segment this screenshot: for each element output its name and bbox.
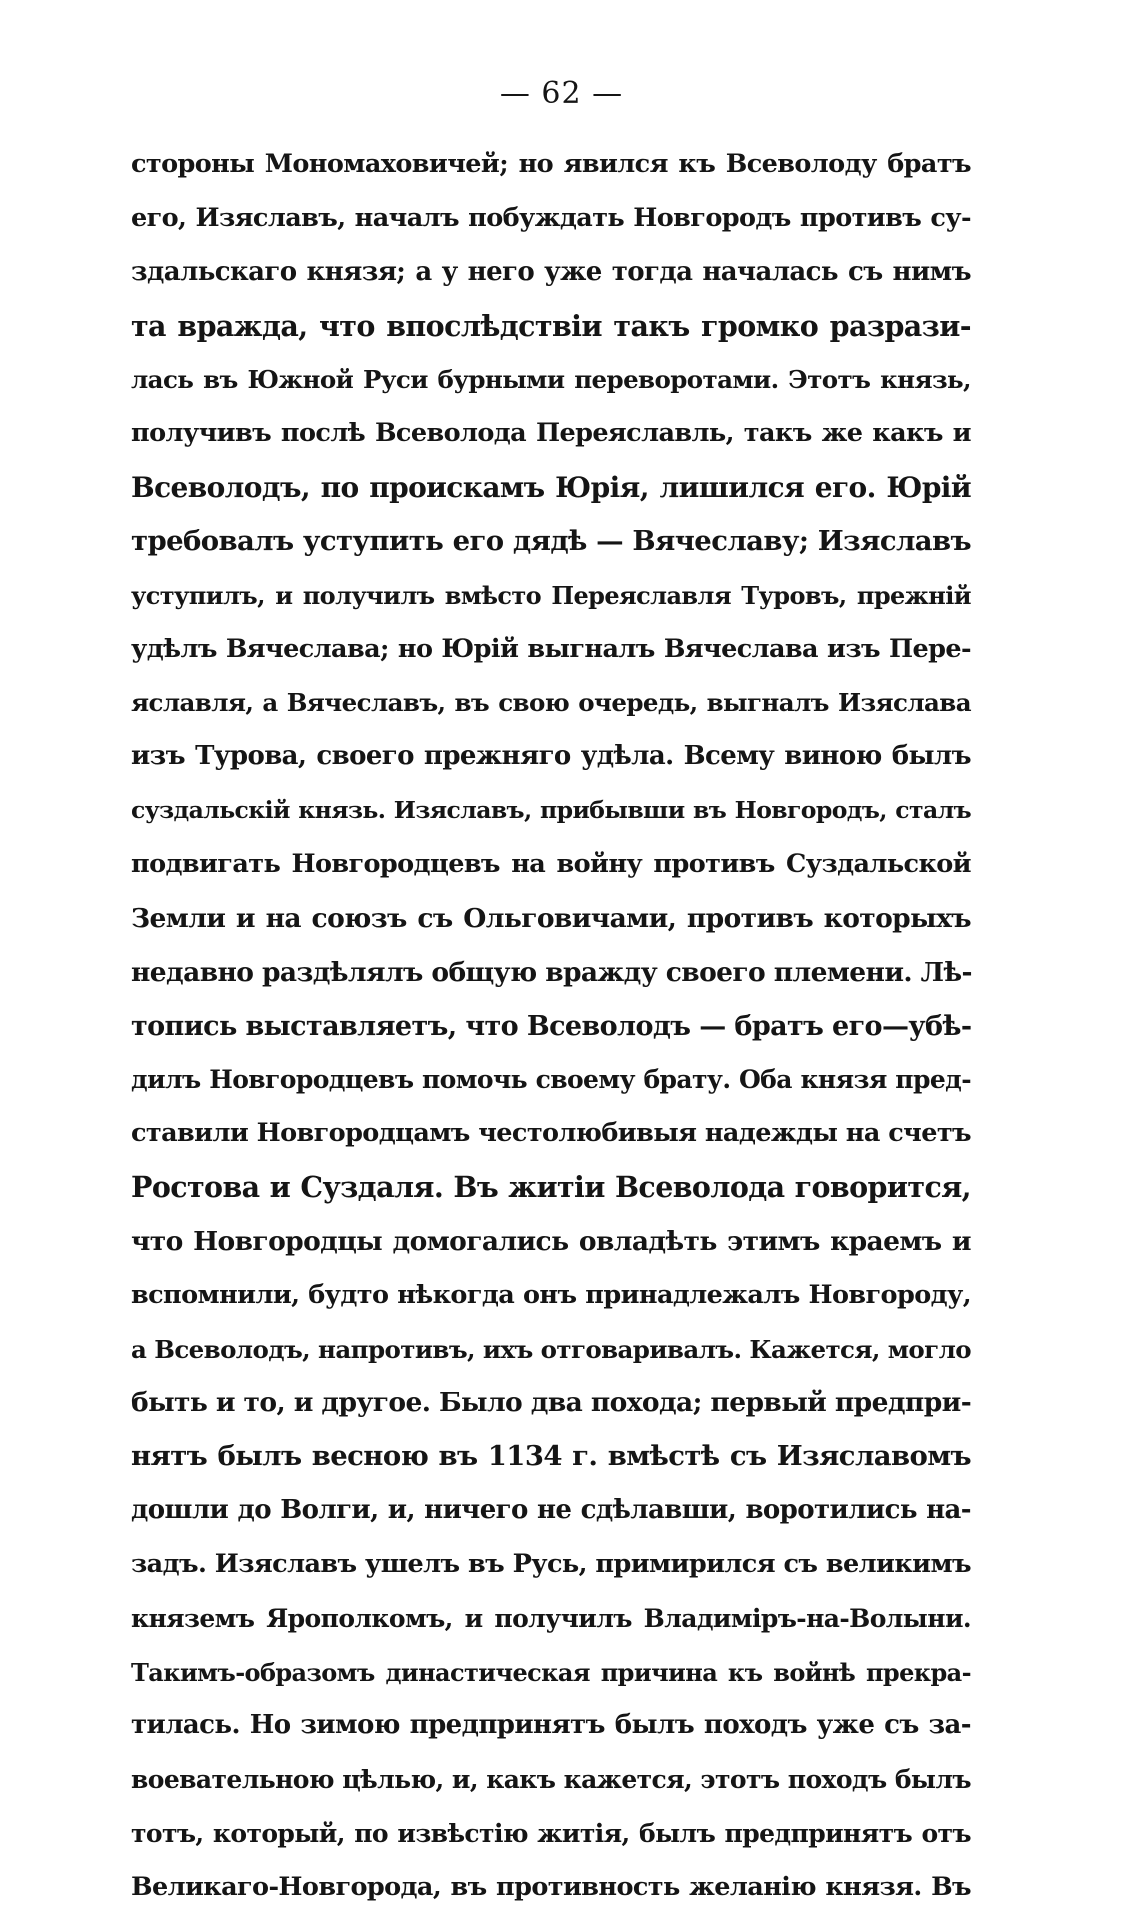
text-line: удѣлъ Вячеслава; но Юрій выгналъ Вячеслава изъ Пере-: [131, 633, 971, 664]
text-line: получивъ послѣ Всеволода Переяславль, такъ же какъ и: [131, 418, 971, 449]
text-line: тилась. Но зимою предпринятъ былъ походъ уже съ за-: [131, 1710, 971, 1741]
text-line: Земли и на союзъ съ Ольговичами, противъ которыхъ: [131, 902, 971, 934]
text-line: Ростова и Суздаля. Въ житіи Всеволода говорится,: [131, 1170, 971, 1205]
text-line: та вражда, что впослѣдствіи такъ громко разрази-: [131, 308, 971, 343]
text-line: дошли до Волги, и, ничего не сдѣлавши, воротились на-: [131, 1495, 971, 1526]
text-line: тотъ, который, по извѣстію житія, былъ предпринятъ отъ: [131, 1819, 971, 1849]
text-line: ставили Новгородцамъ честолюбивыя надежды на счетъ: [131, 1118, 971, 1149]
text-line: его, Изяславъ, началъ побуждать Новгородъ противъ су-: [131, 202, 971, 233]
text-line: недавно раздѣлялъ общую вражду своего племени. Лѣ-: [131, 956, 972, 988]
text-line: Такимъ-образомъ династическая причина къ войнѣ прекра-: [131, 1657, 971, 1687]
text-line: требовалъ уступить его дядѣ — Вячеславу; Изяславъ: [131, 524, 971, 557]
text-line: суздальскій князь. Изяславъ, прибывши въ Новгородъ, сталъ: [131, 796, 971, 825]
text-line: что Новгородцы домогались овладѣть этимъ краемъ и: [131, 1225, 971, 1257]
text-line: воевательною цѣлью, и, какъ кажется, этотъ походъ былъ: [131, 1765, 971, 1795]
text-line: изъ Турова, своего прежняго удѣла. Всему виною былъ: [131, 741, 971, 772]
text-line: быть и то, и другое. Было два похода; первый предпри-: [131, 1387, 972, 1419]
text-line: Великаго-Новгорода, въ противность желанію князя. Въ: [131, 1872, 971, 1902]
text-line: уступилъ, и получилъ вмѣсто Переяславля Туровъ, прежній: [131, 580, 971, 610]
page-text: [131, 138, 971, 1915]
text-line: топись выставляетъ, что Всеволодъ — братъ его—убѣ-: [131, 1010, 972, 1042]
text-line: вспомнили, будто нѣкогда онъ принадлежалъ Новгороду,: [131, 1279, 971, 1310]
text-line: яславля, а Вячеславъ, въ свою очередь, выгналъ Изяслава: [131, 688, 971, 718]
text-line: дилъ Новгородцевъ помочь своему брату. Оба князя пред-: [131, 1065, 971, 1095]
text-line: здальскаго князя; а у него уже тогда началась съ нимъ: [131, 256, 971, 287]
text-line: княземъ Ярополкомъ, и получилъ Владиміръ-на-Волыни.: [131, 1603, 971, 1633]
text-line: нятъ былъ весною въ 1134 г. вмѣстѣ съ Изяславомъ: [131, 1440, 971, 1473]
text-line: Всеволодъ, по проискамъ Юрія, лишился его. Юрій: [131, 471, 971, 505]
text-line: задъ. Изяславъ ушелъ въ Русь, примирился съ великимъ: [131, 1548, 971, 1579]
text-line: лась въ Южной Руси бурными переворотами. Этотъ князь,: [131, 365, 971, 395]
page-number: — 62 —: [499, 76, 624, 111]
text-line: а Всеволодъ, напротивъ, ихъ отговаривалъ. Кажется, могло: [131, 1334, 971, 1364]
text-line: стороны Мономаховичей; но явился къ Всеволоду братъ: [131, 149, 971, 179]
text-line: подвигать Новгородцевъ на войну противъ Суздальской: [131, 848, 971, 879]
